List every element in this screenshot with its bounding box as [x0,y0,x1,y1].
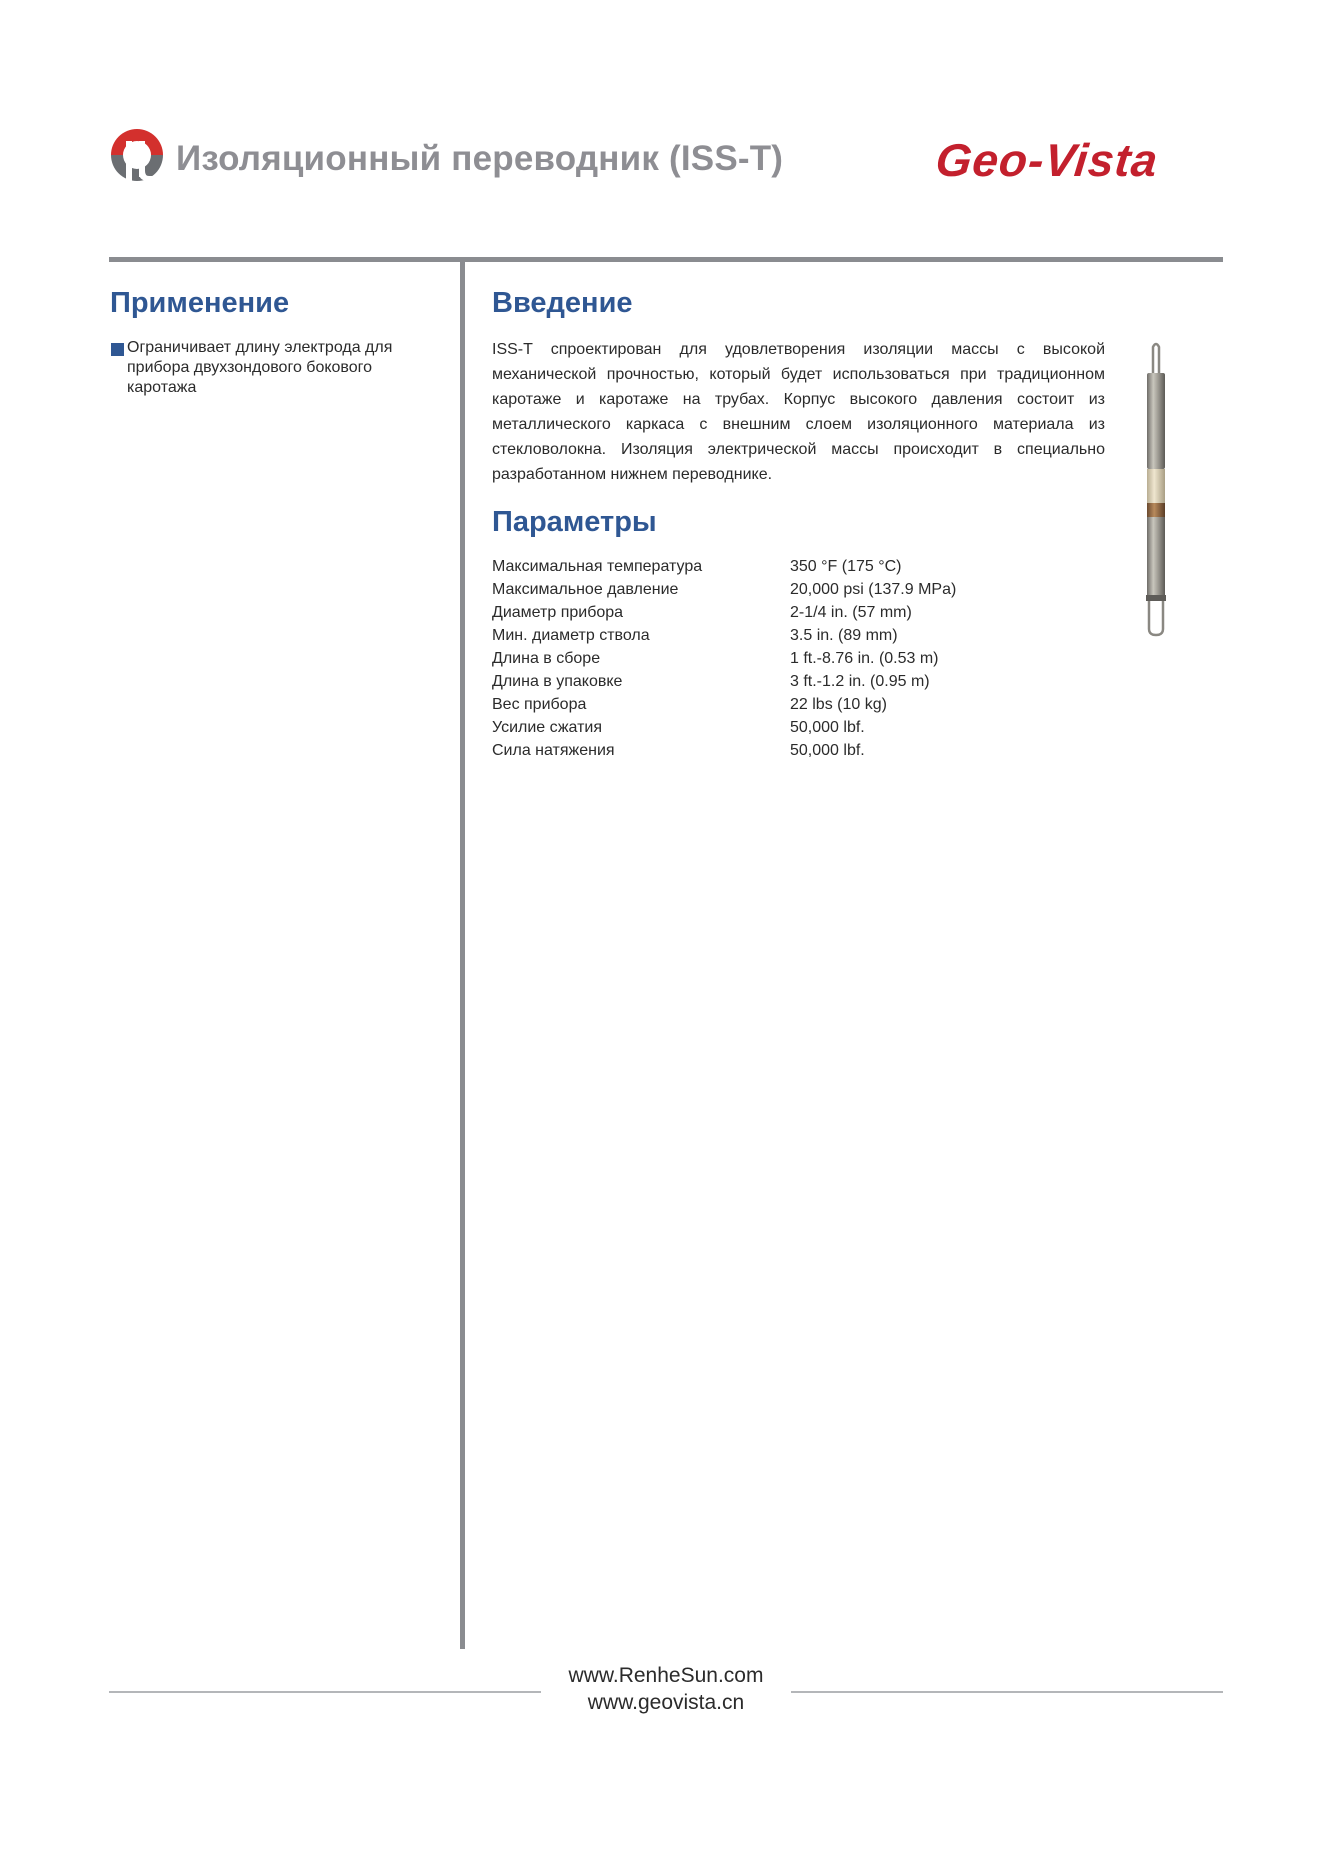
parameter-value: 3 ft.-1.2 in. (0.95 m) [790,673,930,690]
parameter-row [492,601,1052,624]
parameter-row [492,647,1052,670]
company-logo-icon [109,127,165,185]
parameter-value: 50,000 lbf. [790,742,865,759]
parameter-value: 350 °F (175 °C) [790,558,902,575]
application-item: Ограничивает длину электрода для прибора двухзондового бокового каротажа [127,339,393,396]
column-divider [460,257,465,1649]
page-title: Изоляционный переводник (ISS-T) [176,139,784,178]
footer-links [541,1662,791,1716]
footer-divider-left [109,1691,541,1693]
application-heading: Применение [110,287,290,319]
parameter-value: 22 lbs (10 kg) [790,696,887,713]
parameter-row [492,693,1052,716]
brand-logo-text: Geo-Vista [933,134,1161,186]
parameter-label: Максимальное давление [492,581,679,598]
parameter-label: Максимальная температура [492,558,703,575]
parameter-label: Длина в упаковке [492,673,623,690]
parameters-table [492,555,1052,762]
parameter-label: Длина в сборе [492,650,601,667]
square-bullet-icon [111,343,124,356]
footer-divider-right [791,1691,1223,1693]
parameter-row [492,624,1052,647]
parameter-value: 20,000 psi (137.9 MPa) [790,581,957,598]
parameter-value: 1 ft.-8.76 in. (0.53 m) [790,650,939,667]
introduction-heading: Введение [492,287,633,319]
footer-link-renhesun[interactable]: www.RenheSun.com [568,1664,764,1687]
parameter-row [492,578,1052,601]
introduction-text: ISS-T спроектирован для удовлетворения изоляции массы с высокой механической прочностью, который будет использоваться при традиционном каротаже и каротаже на трубах. Корпус высокого давления состоит из металлического каркаса с внешним слоем изоляционного материала из стекловолокна. Изоляция электрической массы происходит в специально разработанном нижнем переводнике. [492,341,1105,483]
parameter-row [492,716,1052,739]
parameter-value: 2-1/4 in. (57 mm) [790,604,912,621]
tool-product-image [1138,341,1174,637]
parameter-row [492,670,1052,693]
parameter-label: Диаметр прибора [492,604,624,621]
top-divider [109,257,1223,262]
parameter-row [492,555,1052,578]
footer-link-geovista[interactable]: www.geovista.cn [587,1691,745,1714]
parameter-value: 3.5 in. (89 mm) [790,627,898,644]
parameters-heading: Параметры [492,506,657,538]
parameter-value: 50,000 lbf. [790,719,865,736]
parameter-label: Усилие сжатия [492,719,603,736]
parameter-label: Вес прибора [492,696,587,713]
parameter-row [492,739,1052,762]
parameter-label: Мин. диаметр ствола [492,627,650,644]
parameter-label: Сила натяжения [492,742,615,759]
